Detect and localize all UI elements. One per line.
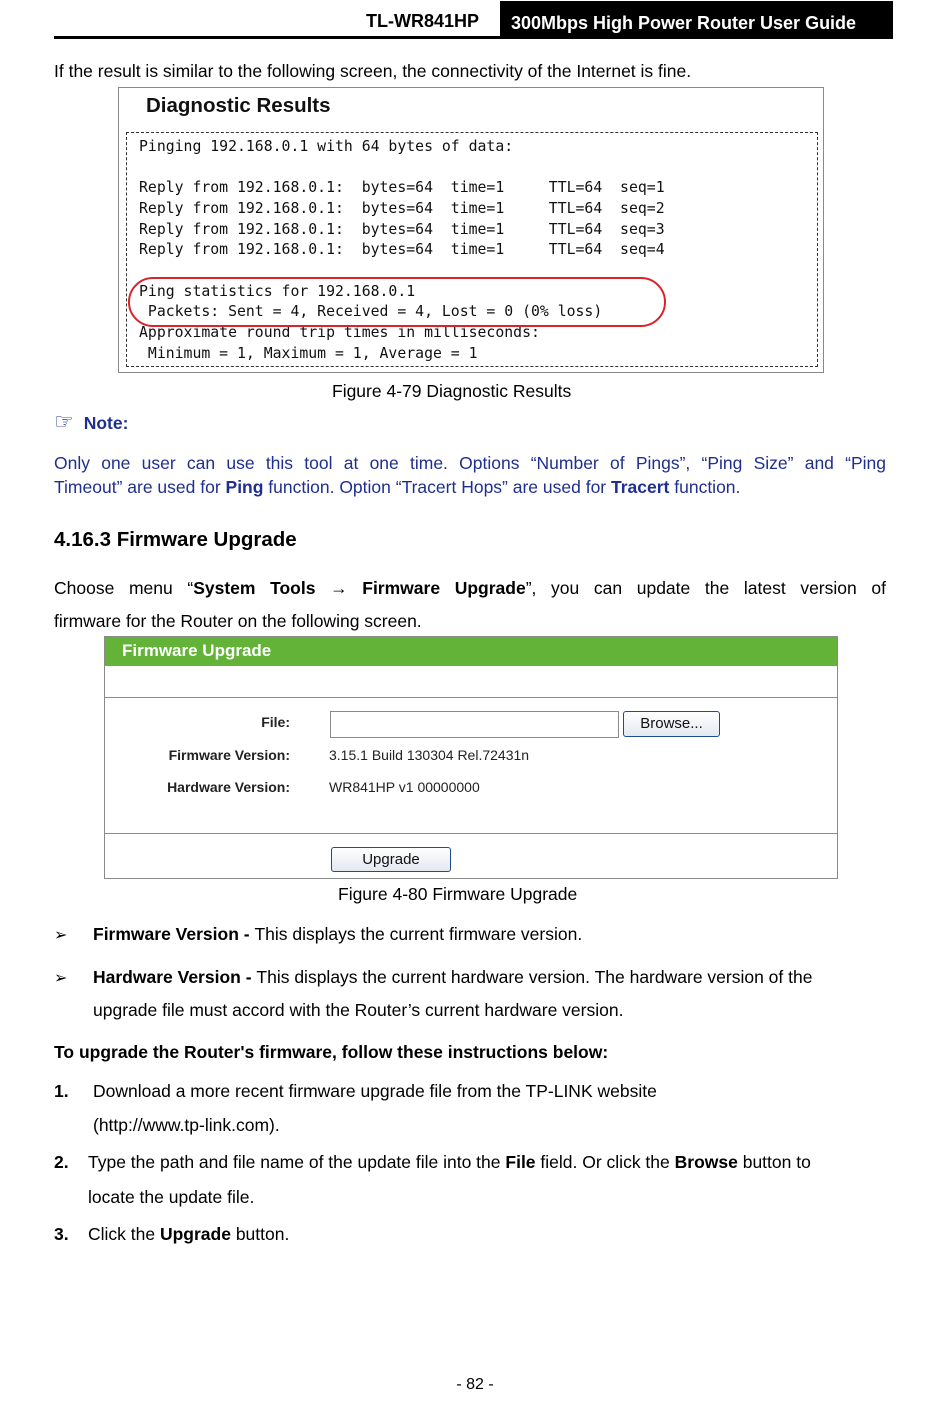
divider (105, 833, 837, 834)
diagnostic-line: Packets: Sent = 4, Received = 4, Lost = 0 (0% loss) (139, 303, 603, 320)
file-label: File: (261, 714, 290, 730)
panel-title: Firmware Upgrade (122, 641, 272, 660)
bullet-item-continued: upgrade file must accord with the Router’s current hardware version. (93, 1000, 624, 1020)
firmware-upgrade-panel (104, 636, 838, 879)
arrow-icon: → (330, 578, 348, 598)
step-text: Type the path and file name of the update file into the File field. Or click the Browse button to (88, 1152, 811, 1172)
step-number: 2. (54, 1152, 69, 1172)
header-model: TL-WR841HP (366, 11, 480, 31)
instructions-heading: To upgrade the Router's firmware, follow these instructions below: (54, 1042, 609, 1062)
header-guide-title: 300Mbps High Power Router User Guide (500, 1, 893, 39)
file-input[interactable] (330, 711, 619, 738)
diagnostic-line: Pinging 192.168.0.1 with 64 bytes of data: (139, 138, 514, 155)
step-text: locate the update file. (88, 1187, 255, 1207)
note-label: Note: (83, 413, 129, 433)
section-heading: 4.16.3 Firmware Upgrade (54, 528, 297, 551)
firmware-version-value: 3.15.1 Build 130304 Rel.72431n (329, 747, 530, 763)
diagnostic-line: Reply from 192.168.0.1: bytes=64 time=1 TTL=64 seq=1 (139, 179, 665, 196)
diagnostic-line: Minimum = 1, Maximum = 1, Average = 1 (139, 345, 478, 362)
firmware-version-label: Firmware Version: (168, 747, 290, 763)
diagnostic-line: Approximate round trip times in milliseconds: (139, 324, 540, 341)
upgrade-button[interactable]: Upgrade (331, 847, 451, 872)
figure-caption: Figure 4-80 Firmware Upgrade (338, 884, 578, 904)
divider (105, 697, 837, 698)
hardware-version-value: WR841HP v1 00000000 (329, 779, 480, 795)
step-number: 3. (54, 1224, 69, 1244)
step-text: (http://www.tp-link.com). (93, 1115, 280, 1135)
diagnostic-line: Reply from 192.168.0.1: bytes=64 time=1 TTL=64 seq=3 (139, 221, 665, 238)
hardware-version-label: Hardware Version: (167, 779, 290, 795)
note-line: Only one user can use this tool at one time. Options “Number of Pings”, “Ping Size” and “Ping (54, 453, 886, 473)
step-number: 1. (54, 1081, 69, 1101)
section-paragraph: firmware for the Router on the following screen. (54, 611, 422, 631)
step-text: Click the Upgrade button. (88, 1224, 290, 1244)
diagnostic-title: Diagnostic Results (146, 94, 331, 117)
note-heading (54, 409, 128, 435)
header-rule (54, 36, 893, 39)
figure-caption: Figure 4-79 Diagnostic Results (332, 381, 572, 401)
panel-header (105, 637, 837, 666)
section-paragraph: Choose menu “System Tools → Firmware Upgrade”, you can update the latest version of (54, 578, 886, 598)
page-number: - 82 - (456, 1376, 494, 1393)
pointing-hand-icon: ☞ (54, 409, 74, 434)
diagnostic-results-figure (118, 87, 824, 373)
bullet-arrow-icon: ➢ (54, 927, 68, 944)
bullet-item: Hardware Version - This displays the current hardware version. The hardware version of the (93, 967, 813, 987)
diagnostic-line: Ping statistics for 192.168.0.1 (139, 283, 416, 300)
diagnostic-output-box (126, 132, 818, 367)
browse-button[interactable]: Browse... (623, 711, 720, 737)
highlight-oval (128, 277, 666, 327)
note-line: Timeout” are used for Ping function. Option “Tracert Hops” are used for Tracert function. (54, 477, 741, 497)
bullet-item: Firmware Version - This displays the current firmware version. (93, 924, 583, 944)
bullet-arrow-icon: ➢ (54, 970, 68, 987)
diagnostic-line: Reply from 192.168.0.1: bytes=64 time=1 TTL=64 seq=2 (139, 200, 665, 217)
intro-text: If the result is similar to the following screen, the connectivity of the Internet is fine. (54, 61, 692, 81)
step-text: Download a more recent firmware upgrade file from the TP-LINK website (93, 1081, 657, 1101)
diagnostic-line: Reply from 192.168.0.1: bytes=64 time=1 TTL=64 seq=4 (139, 241, 665, 258)
